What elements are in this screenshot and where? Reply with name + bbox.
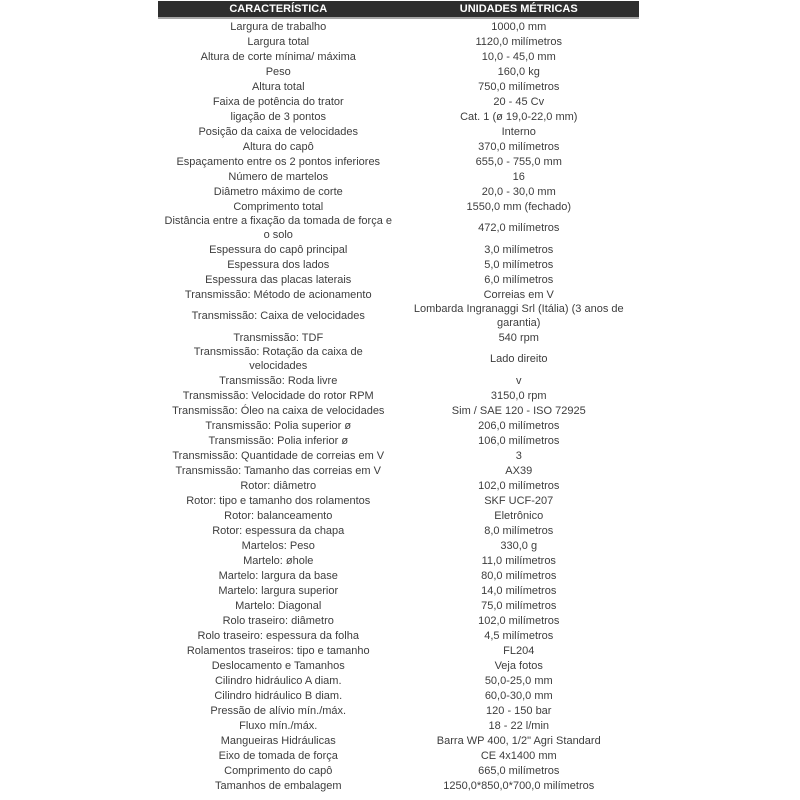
unidades-metricas-cell: CE 4x1400 mm	[480, 749, 557, 762]
caracteristica-cell: Espessura do capô principal	[209, 243, 348, 256]
caracteristica-cell: Espessura dos lados	[227, 258, 330, 271]
caracteristica-cell: Transmissão: Caixa de velocidades	[191, 310, 365, 322]
unidades-metricas-cell: 206,0 milímetros	[478, 419, 560, 432]
unidades-metricas-cell: 370,0 milímetros	[478, 140, 560, 153]
unidades-metricas-cell: FL204	[503, 644, 535, 657]
unidades-metricas-cell: 330,0 g	[500, 539, 538, 552]
table-row	[158, 64, 639, 79]
unidades-metricas-cell: Lado direito	[490, 353, 548, 365]
unidades-metricas-cell: 1550,0 mm (fechado)	[466, 200, 572, 213]
unidades-metricas-cell: 14,0 milímetros	[481, 584, 557, 597]
table-row	[158, 302, 639, 330]
caracteristica-cell: Rotor: balanceamento	[224, 509, 333, 522]
caracteristica-cell: Pressão de alívio mín./máx.	[210, 704, 347, 717]
unidades-metricas-cell: Veja fotos	[494, 659, 543, 672]
unidades-metricas-cell: 4,5 milímetros	[484, 629, 554, 642]
caracteristica-cell: Rolo traseiro: espessura da folha	[197, 629, 359, 642]
table-row	[158, 109, 639, 124]
unidades-metricas-cell: 1250,0*850,0*700,0 milímetros	[443, 779, 595, 792]
caracteristica-cell: Transmissão: Velocidade do rotor RPM	[182, 389, 374, 402]
caracteristica-cell: Rolamentos traseiros: tipo e tamanho	[186, 644, 370, 657]
unidades-metricas-cell: 160,0 kg	[497, 65, 540, 78]
column-header-unidades-metricas: UNIDADES MÉTRICAS	[459, 3, 578, 15]
caracteristica-cell: Distância entre a fixação da tomada de força e o solo	[164, 215, 392, 241]
unidades-metricas-cell: 106,0 milímetros	[478, 434, 560, 447]
table-row	[158, 733, 639, 748]
unidades-metricas-cell: 3,0 milímetros	[484, 243, 554, 256]
column-header-caracteristica: CARACTERÍSTICA	[229, 3, 328, 15]
caracteristica-cell: Tamanhos de embalagem	[214, 779, 342, 792]
table-row	[158, 199, 639, 214]
specifications-table	[158, 1, 639, 793]
unidades-metricas-cell: Eletrônico	[494, 509, 544, 522]
table-row	[158, 257, 639, 272]
unidades-metricas-cell: 120 - 150 bar	[486, 704, 552, 717]
table-row	[158, 49, 639, 64]
unidades-metricas-cell: 18 - 22 l/min	[488, 719, 550, 732]
caracteristica-cell: Transmissão: Rotação da caixa de velocidades	[193, 346, 363, 372]
caracteristica-cell: Transmissão: Polia superior ø	[205, 419, 352, 432]
table-row	[158, 523, 639, 538]
unidades-metricas-cell: 102,0 milímetros	[478, 479, 560, 492]
unidades-metricas-cell: 50,0-25,0 mm	[484, 674, 553, 687]
caracteristica-cell: Rotor: tipo e tamanho dos rolamentos	[186, 494, 371, 507]
unidades-metricas-cell: 750,0 milímetros	[478, 80, 560, 93]
caracteristica-cell: Comprimento do capô	[224, 764, 333, 777]
table-row	[158, 34, 639, 49]
caracteristica-cell: Transmissão: Polia inferior ø	[208, 434, 349, 447]
unidades-metricas-cell: 80,0 milímetros	[481, 569, 557, 582]
unidades-metricas-cell: 1000,0 mm	[491, 20, 547, 33]
table-row	[158, 448, 639, 463]
caracteristica-cell: ligação de 3 pontos	[230, 110, 326, 123]
table-row	[158, 493, 639, 508]
table-row	[158, 433, 639, 448]
caracteristica-cell: Martelo: largura da base	[218, 569, 338, 582]
unidades-metricas-cell: 1120,0 milímetros	[475, 35, 563, 48]
unidades-metricas-cell: 10,0 - 45,0 mm	[481, 50, 556, 63]
table-row	[158, 478, 639, 493]
table-row	[158, 613, 639, 628]
caracteristica-cell: Posição da caixa de velocidades	[198, 125, 359, 138]
table-row	[158, 169, 639, 184]
caracteristica-cell: Altura de corte mínima/ máxima	[200, 50, 356, 63]
caracteristica-cell: Diâmetro máximo de corte	[213, 185, 343, 198]
caracteristica-cell: Espaçamento entre os 2 pontos inferiores	[176, 155, 381, 168]
unidades-metricas-cell: 16	[512, 170, 525, 183]
table-row	[158, 373, 639, 388]
table-row	[158, 598, 639, 613]
table-row	[158, 568, 639, 583]
caracteristica-cell: Largura total	[247, 35, 310, 48]
unidades-metricas-cell: 20 - 45 Cv	[493, 95, 545, 108]
unidades-metricas-cell: 665,0 milímetros	[478, 764, 560, 777]
table-row	[158, 272, 639, 287]
table-body	[158, 19, 639, 793]
caracteristica-cell: Altura do capô	[242, 140, 314, 153]
unidades-metricas-cell: Sim / SAE 120 - ISO 72925	[451, 404, 586, 417]
caracteristica-cell: Transmissão: Tamanho das correias em V	[175, 464, 381, 477]
table-row	[158, 418, 639, 433]
unidades-metricas-cell: 8,0 milímetros	[484, 524, 554, 537]
caracteristica-cell: Rotor: diâmetro	[240, 479, 317, 492]
caracteristica-cell: Cilindro hidráulico B diam.	[214, 689, 343, 702]
caracteristica-cell: Martelo: Diagonal	[235, 599, 322, 612]
unidades-metricas-cell: Barra WP 400, 1/2" Agri Standard	[436, 734, 601, 747]
caracteristica-cell: Rolo traseiro: diâmetro	[222, 614, 334, 627]
caracteristica-cell: Transmissão: Óleo na caixa de velocidades	[172, 404, 385, 417]
table-row	[158, 287, 639, 302]
caracteristica-cell: Transmissão: Método de acionamento	[184, 288, 372, 301]
table-row	[158, 330, 639, 345]
table-row	[158, 748, 639, 763]
table-row	[158, 79, 639, 94]
caracteristica-cell: Largura de trabalho	[230, 20, 327, 33]
table-row	[158, 184, 639, 199]
unidades-metricas-cell: 20,0 - 30,0 mm	[481, 185, 556, 198]
caracteristica-cell: Comprimento total	[233, 200, 324, 213]
table-row	[158, 583, 639, 598]
unidades-metricas-cell: 6,0 milímetros	[484, 273, 554, 286]
table-row	[158, 688, 639, 703]
table-row	[158, 403, 639, 418]
unidades-metricas-cell: Interno	[501, 125, 536, 138]
table-header-row	[158, 1, 639, 19]
unidades-metricas-cell: Cat. 1 (ø 19,0-22,0 mm)	[460, 110, 578, 123]
caracteristica-cell: Martelo: largura superior	[218, 584, 339, 597]
caracteristica-cell: Rotor: espessura da chapa	[212, 524, 345, 537]
caracteristica-cell: Espessura das placas laterais	[205, 273, 352, 286]
caracteristica-cell: Cilindro hidráulico A diam.	[214, 674, 342, 687]
caracteristica-cell: Transmissão: Quantidade de correias em V	[172, 449, 385, 462]
table-row	[158, 718, 639, 733]
unidades-metricas-cell: 102,0 milímetros	[478, 614, 560, 627]
unidades-metricas-cell: 5,0 milímetros	[484, 258, 554, 271]
unidades-metricas-cell: SKF UCF-207	[484, 494, 554, 507]
table-row	[158, 763, 639, 778]
unidades-metricas-cell: Correias em V	[483, 288, 554, 301]
caracteristica-cell: Transmissão: TDF	[233, 331, 324, 344]
unidades-metricas-cell: 3150,0 rpm	[490, 389, 547, 402]
table-row	[158, 643, 639, 658]
unidades-metricas-cell: v	[516, 374, 522, 387]
unidades-metricas-cell: 11,0 milímetros	[481, 554, 556, 567]
unidades-metricas-cell: 472,0 milímetros	[478, 222, 560, 234]
caracteristica-cell: Deslocamento e Tamanhos	[211, 659, 345, 672]
table-row	[158, 703, 639, 718]
table-row	[158, 388, 639, 403]
caracteristica-cell: Martelo: øhole	[243, 554, 314, 567]
unidades-metricas-cell: Lombarda Ingranaggi Srl (Itália) (3 anos de garantia)	[413, 303, 624, 329]
unidades-metricas-cell: 655,0 - 755,0 mm	[475, 155, 562, 168]
table-row	[158, 463, 639, 478]
unidades-metricas-cell: 3	[515, 449, 522, 462]
caracteristica-cell: Eixo de tomada de força	[218, 749, 338, 762]
table-row	[158, 673, 639, 688]
unidades-metricas-cell: AX39	[505, 464, 533, 477]
caracteristica-cell: Mangueiras Hidráulicas	[220, 734, 336, 747]
caracteristica-cell: Transmissão: Roda livre	[219, 374, 338, 387]
table-row	[158, 19, 639, 34]
caracteristica-cell: Faixa de potência do trator	[212, 95, 344, 108]
table-row	[158, 538, 639, 553]
table-row	[158, 778, 639, 793]
caracteristica-cell: Fluxo mín./máx.	[239, 719, 318, 732]
caracteristica-cell: Martelos: Peso	[241, 539, 315, 552]
table-row	[158, 214, 639, 242]
table-row	[158, 345, 639, 373]
caracteristica-cell: Peso	[265, 65, 291, 78]
table-row	[158, 553, 639, 568]
table-row	[158, 139, 639, 154]
unidades-metricas-cell: 60,0-30,0 mm	[484, 689, 553, 702]
table-row	[158, 242, 639, 257]
unidades-metricas-cell: 75,0 milímetros	[481, 599, 557, 612]
table-row	[158, 658, 639, 673]
unidades-metricas-cell: 540 rpm	[498, 331, 539, 344]
table-row	[158, 94, 639, 109]
table-row	[158, 124, 639, 139]
table-row	[158, 628, 639, 643]
table-row	[158, 508, 639, 523]
caracteristica-cell: Altura total	[251, 80, 305, 93]
caracteristica-cell: Número de martelos	[228, 170, 329, 183]
table-row	[158, 154, 639, 169]
